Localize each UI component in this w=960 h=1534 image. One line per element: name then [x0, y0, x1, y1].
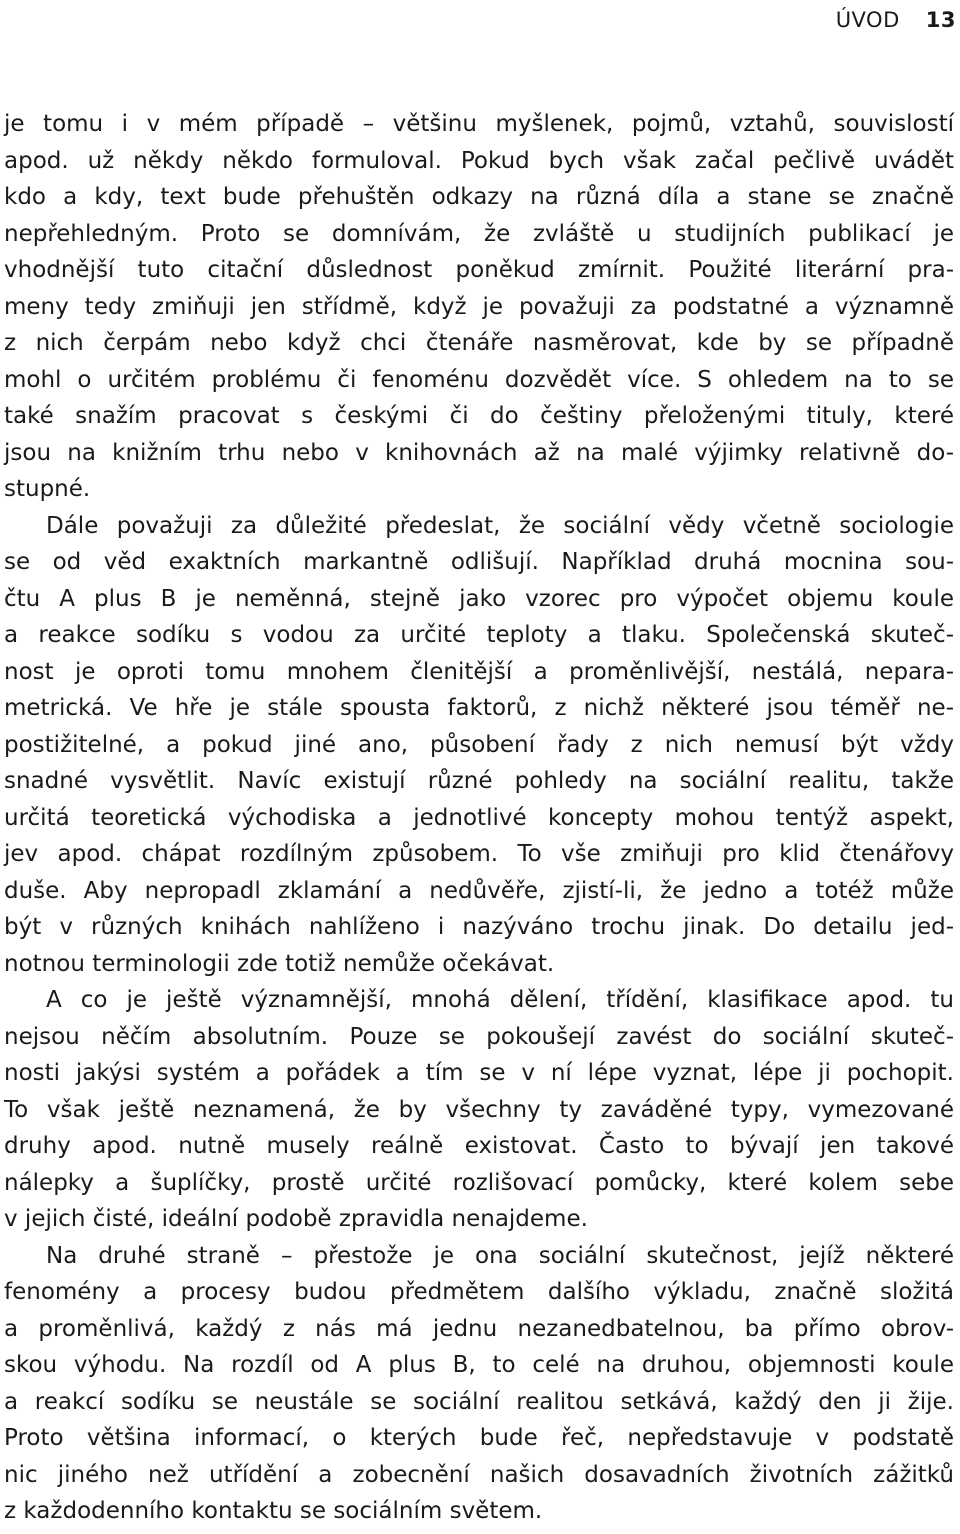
text-line: postižitelné, a pokud jiné ano, působení řady z nich nemusí být vždy	[4, 731, 954, 758]
text-line: nejsou něčím absolutním. Pouze se pokoušejí zavést do sociální skuteč-	[4, 1023, 954, 1050]
text-line: apod. už někdy někdo formuloval. Pokud bych však začal pečlivě uvádět	[4, 147, 954, 174]
text-line: být v různých knihách nahlíženo i nazýváno trochu jinak. Do detailu jed-	[4, 914, 954, 940]
text-line: a reakcí sodíku se neustále se sociální realitou setkává, každý den ji žije.	[4, 1388, 954, 1415]
text-line: vhodnější tuto citační důslednost poněkud zmírnit. Použité literární pra-	[4, 257, 954, 283]
page-number: 13	[925, 8, 956, 32]
text-line: skou výhodu. Na rozdíl od A plus B, to celé na druhou, objemnosti koule	[4, 1352, 954, 1378]
text-line: čtu A plus B je neměnná, stejně jako vzorec pro výpočet objemu koule	[4, 585, 954, 612]
text-line: také snažím pracovat s českými či do češtiny přeloženými tituly, které	[4, 403, 954, 429]
text-line: Proto většina informací, o kterých bude řeč, nepředstavuje v podstatě	[4, 1425, 954, 1451]
text-line: a reakce sodíku s vodou za určité teploty a tlaku. Společenská skuteč-	[4, 622, 954, 648]
text-line: kdo a kdy, text bude přehuštěn odkazy na různá díla a stane se značně	[4, 184, 954, 210]
text-line: Dále považuji za důležité předeslat, že sociální vědy včetně sociologie	[46, 512, 954, 539]
text-line: nálepky a šuplíčky, prostě určité rozlišovací pomůcky, které kolem sebe	[4, 1169, 954, 1196]
text-line: snadné vysvětlit. Navíc existují různé pohledy na sociální realitu, takže	[4, 768, 954, 794]
text-line: jev apod. chápat rozdílným způsobem. To vše zmiňuji pro klid čtenářovy	[4, 841, 954, 867]
text-line: z nich čerpám nebo když chci čtenáře nasměrovat, kde by se případně	[4, 330, 954, 356]
text-line: je tomu i v mém případě – většinu myšlenek, pojmů, vztahů, souvislostí	[4, 111, 954, 137]
text-line: se od věd exaktních markantně odlišují. Například druhá mocnina sou-	[4, 549, 954, 575]
text-line: meny tedy zmiňuji jen střídmě, když je považuji za podstatné a významně	[4, 293, 954, 320]
text-line: stupné.	[4, 476, 91, 502]
text-line: mohl o určitém problému či fenoménu dozvědět více. S ohledem na to se	[4, 366, 954, 393]
section-title: ÚVOD	[835, 8, 900, 32]
text-line: duše. Aby nepropadl zklamání a nedůvěře, zjistí-li, že jedno a totéž může	[4, 877, 954, 904]
text-line: nic jiného než utřídění a zobecnění našich dosavadních životních zážitků	[4, 1461, 954, 1488]
text-line: fenomény a procesy budou předmětem dalšího výkladu, značně složitá	[4, 1279, 954, 1305]
text-line: nepřehledným. Proto se domnívám, že zvláště u studijních publikací je	[4, 220, 954, 247]
text-line: druhy apod. nutně musely reálně existovat. Často to bývají jen takové	[4, 1133, 954, 1159]
text-line: nost je oproti tomu mnohem členitější a proměnlivější, nestálá, nepara-	[4, 658, 954, 685]
text-line: notnou terminologii zde totiž nemůže očekávat.	[4, 950, 555, 977]
text-line: nosti jakýsi systém a pořádek a tím se v ní lépe vyznat, lépe ji pochopit.	[4, 1060, 954, 1086]
text-line: v jejich čisté, ideální podobě zpravidla nenajdeme.	[4, 1206, 588, 1232]
text-line: určitá teoretická východiska a jednotlivé koncepty mohou tentýž aspekt,	[4, 804, 954, 831]
text-line: metrická. Ve hře je stále spousta faktorů, z nichž některé jsou téměř ne-	[4, 695, 954, 721]
running-header	[836, 2, 956, 38]
body-text	[4, 106, 954, 1530]
text-line: Na druhé straně – přestože je ona sociální skutečnost, jejíž některé	[46, 1242, 954, 1269]
text-line: A co je ještě významnější, mnohá dělení, třídění, klasifikace apod. tu	[46, 987, 954, 1013]
text-line: To však ještě neznamená, že by všechny ty zaváděné typy, vymezované	[4, 1096, 954, 1123]
text-line: jsou na knižním trhu nebo v knihovnách až na malé výjimky relativně do-	[4, 439, 954, 466]
text-line: z každodenního kontaktu se sociálním světem.	[4, 1498, 543, 1524]
text-line: a proměnlivá, každý z nás má jednu nezanedbatelnou, ba přímo obrov-	[4, 1315, 954, 1342]
